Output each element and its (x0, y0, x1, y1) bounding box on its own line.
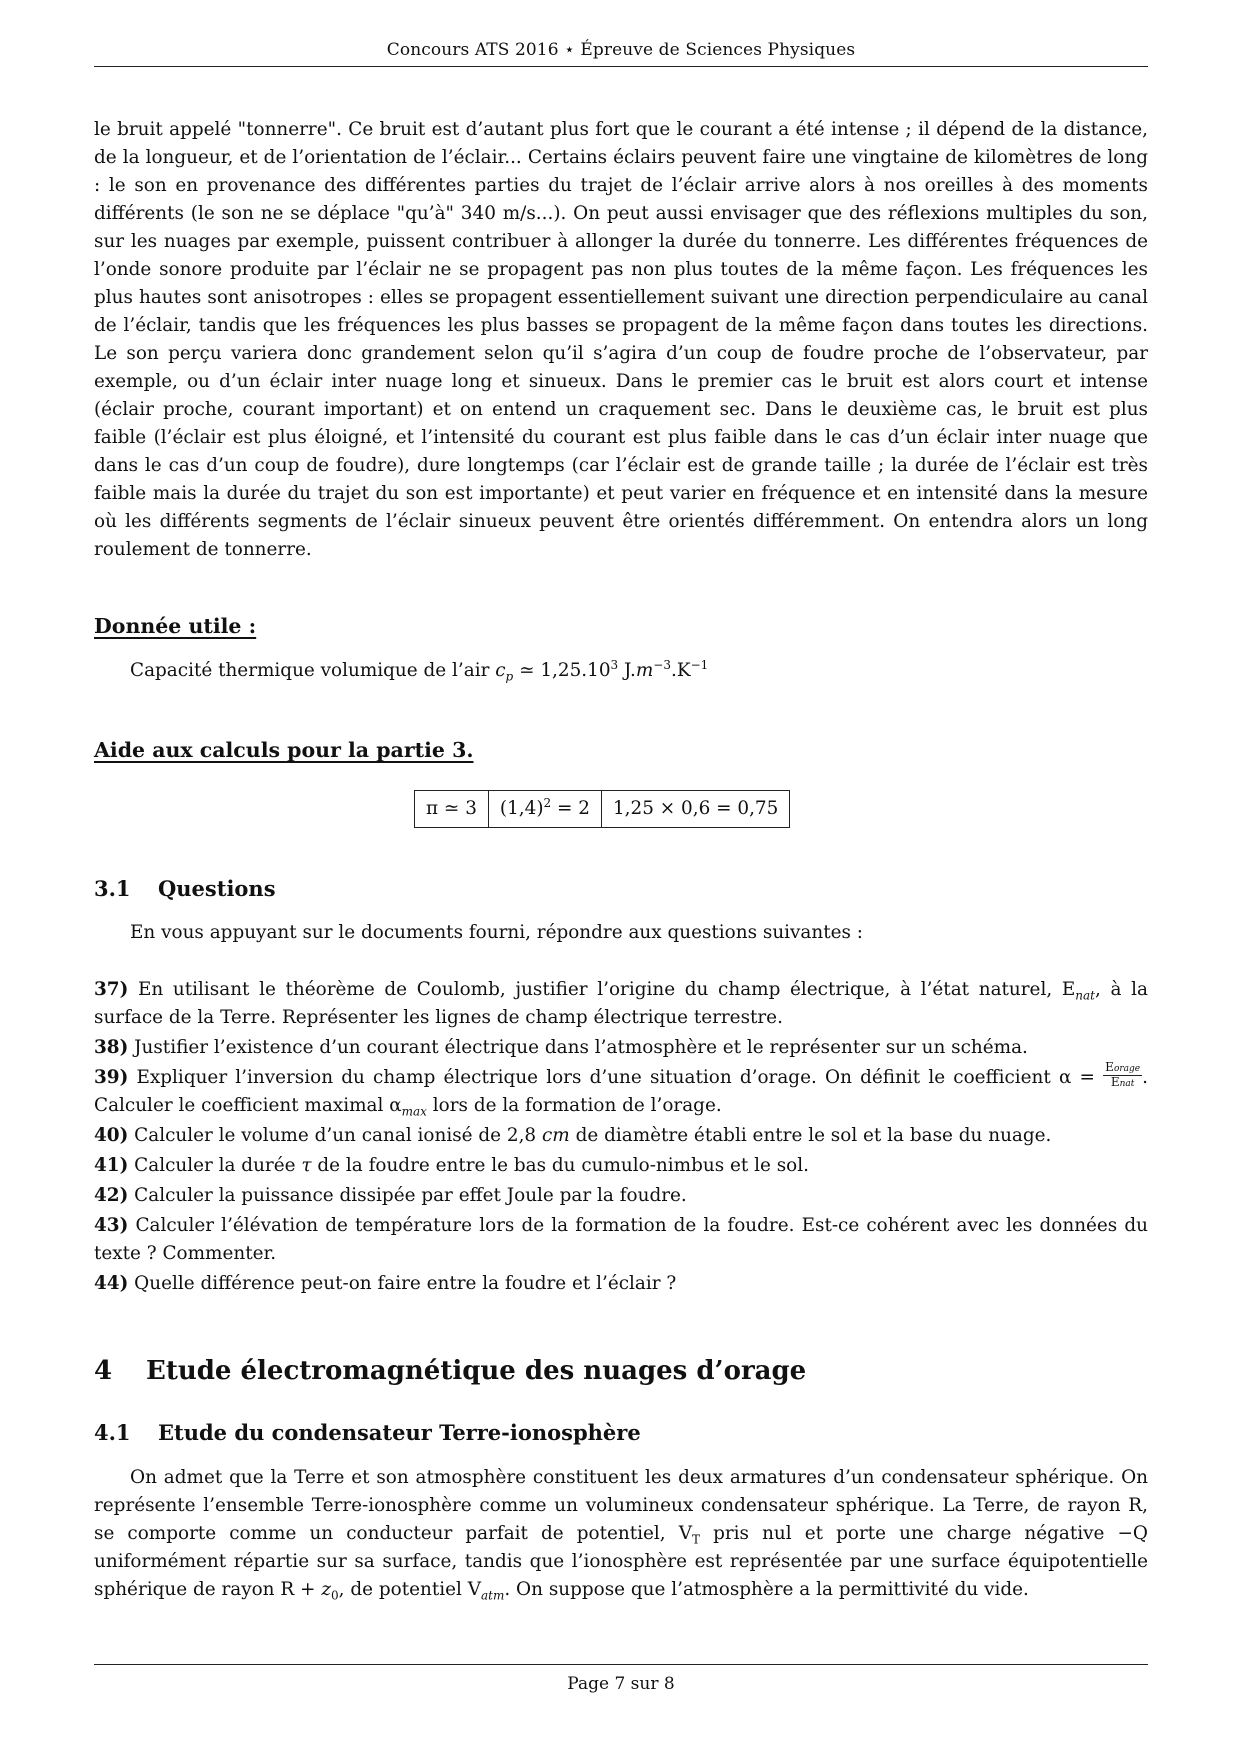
question-list (94, 976, 1148, 1300)
useful-data-line (130, 657, 709, 684)
question-41 (94, 1152, 1148, 1180)
question-text: Calculer la durée (134, 1155, 302, 1176)
calc-aid-row (415, 791, 790, 828)
calc-aid-cell-pi: π ≃ 3 (415, 791, 489, 828)
unit-cm: cm (541, 1125, 570, 1146)
question-text: , à la surface de la Terre. Représenter les lignes de champ électrique terrestre. (94, 979, 1148, 1028)
useful-data-heading: Donnée utile : (94, 614, 257, 638)
alpha-max-subscript: max (401, 1104, 427, 1119)
cp-symbol: c (495, 660, 506, 681)
header-rule (94, 66, 1148, 67)
fraction-numerator-sub: orage (1113, 1063, 1141, 1074)
question-text: . Calculer le coefficient maximal α (94, 1067, 1148, 1116)
question-text: En utilisant le théorème de Coulomb, justifier l’origine du champ électrique, à l’état naturel, E (137, 979, 1076, 1000)
question-number: 40) (94, 1125, 129, 1146)
section-3-1-number: 3.1 (94, 876, 131, 901)
calc-aid-cell-square (488, 791, 601, 828)
section-4-title: Etude électromagnétique des nuages d’orage (146, 1356, 807, 1386)
fraction-denominator-sub: nat (1119, 1078, 1135, 1089)
question-number: 38) (94, 1037, 129, 1058)
section-3-1-title: Questions (158, 876, 276, 901)
page-number: Page 7 sur 8 (567, 1674, 675, 1694)
question-43 (94, 1212, 1148, 1268)
question-39 (94, 1059, 1148, 1120)
questions-lead: En vous appuyant sur le documents fourni, répondre aux questions suivantes : (130, 922, 863, 943)
question-number: 39) (94, 1067, 129, 1088)
question-text: Quelle différence peut-on faire entre la foudre et l’éclair ? (134, 1273, 677, 1294)
section-3-1-heading (94, 876, 276, 901)
square-exponent: 2 (543, 795, 552, 810)
cp-unit-k-exp: −1 (690, 657, 709, 672)
question-text: Calculer l’élévation de température lors de la formation de la foudre. Est-ce cohérent avec les données du texte ? Commenter. (94, 1215, 1148, 1264)
paragraph-text: pris nul et porte une charge négative −Q uniformément répartie sur sa surface, tandis que l’ionosphère est représentée par une surface équipotentielle sphérique de rayon R + (94, 1523, 1149, 1600)
alpha-fraction (1103, 1061, 1142, 1090)
question-44 (94, 1270, 1148, 1298)
question-37 (94, 976, 1148, 1032)
cp-unit-j: J. (624, 660, 636, 681)
cp-unit-m-exp: −3 (653, 657, 671, 672)
section-4-heading (94, 1356, 806, 1386)
enat-subscript: nat (1075, 988, 1095, 1003)
cp-exponent: 3 (610, 657, 619, 672)
paragraph-text: , de potentiel V (338, 1579, 481, 1600)
calc-aid-table (414, 790, 790, 828)
question-38 (94, 1034, 1148, 1062)
question-text: de la foudre entre le bas du cumulo-nimbus et le sol. (311, 1155, 809, 1176)
question-40 (94, 1122, 1148, 1150)
vatm-subscript: atm (481, 1588, 505, 1603)
paragraph-text: . On suppose que l’atmosphère a la permittivité du vide. (504, 1579, 1029, 1600)
question-text: lors de la formation de l’orage. (426, 1095, 722, 1116)
tau-symbol: τ (301, 1155, 312, 1176)
exam-page (94, 0, 1148, 1754)
question-number: 42) (94, 1185, 129, 1206)
cp-unit-m: m (635, 660, 654, 681)
fraction-denominator: E (1110, 1074, 1120, 1089)
question-text: Calculer la puissance dissipée par effet Joule par la foudre. (134, 1185, 687, 1206)
square-result: = 2 (557, 798, 590, 819)
question-text: Expliquer l’inversion du champ électrique lors d’une situation d’orage. On définit le coefficient α = (136, 1067, 1095, 1088)
cp-unit-k: .K (671, 660, 691, 681)
section-4-number: 4 (94, 1356, 113, 1386)
question-text: de diamètre établi entre le sol et la base du nuage. (569, 1125, 1052, 1146)
question-number: 41) (94, 1155, 129, 1176)
running-header: Concours ATS 2016 ⋆ Épreuve de Sciences Physiques (386, 40, 856, 60)
cp-subscript: p (505, 669, 514, 684)
calc-aid-cell-product: 1,25 × 0,6 = 0,75 (601, 791, 789, 828)
fraction-numerator: E (1105, 1059, 1114, 1074)
intro-paragraph: le bruit appelé "tonnerre". Ce bruit est d’autant plus fort que le courant a été intense ; il dépend de la distance, de la longueur, et de l’orientation de l’éclair... Certains éclairs peuvent faire une vingtaine de kilomètres de long : le son en provenance des différentes parties du trajet de l’éclair arrive alors à nos oreilles à des moments différents (le son ne se déplace "qu’à" 340 m/s...). On peut aussi envisager que des réflexions multiples du son, sur les nuages par exemple, puissent contribuer à allonger la durée du tonnerre. Les différentes fréquences de l’onde sonore produite par l’éclair ne se propagent pas non plus toutes de la même façon. Les fréquences les plus hautes sont anisotropes : elles se propagent essentiellement suivant une direction perpendiculaire au canal de l’éclair, tandis que les fréquences les plus basses se propagent de la même façon dans toutes les directions. Le son perçu variera donc grandement selon qu’il s’agira d’un coup de foudre proche de l’observateur, par exemple, ou d’un éclair inter nuage long et sinueux. Dans le premier cas le bruit est alors court et intense (éclair proche, courant important) et on entend un craquement sec. Dans le deuxième cas, le bruit est plus faible (l’éclair est plus éloigné, et l’intensité du courant est plus faible dans le cas d’un éclair inter nuage que dans le cas d’un coup de foudre), dure longtemps (car l’éclair est de grande taille ; la durée de l’éclair est très faible mais la durée du trajet du son est importante) et peut varier en fréquence et en intensité dans la mesure où les différents segments de l’éclair sinueux peuvent être orientés différemment. On entendra alors un long roulement de tonnerre. (94, 119, 1148, 560)
section-4-1-paragraph (94, 1464, 1148, 1604)
cp-value: ≃ 1,25.10 (519, 660, 611, 681)
square-base: (1,4) (499, 798, 544, 819)
useful-data-text: Capacité thermique volumique de l’air (130, 660, 490, 681)
section-4-1-heading (94, 1420, 641, 1445)
calc-aid-heading: Aide aux calculs pour la partie 3. (94, 738, 474, 762)
footer-rule (94, 1664, 1148, 1665)
question-number: 43) (94, 1215, 129, 1236)
question-text: Calculer le volume d’un canal ionisé de 2,8 (134, 1125, 542, 1146)
section-4-1-number: 4.1 (94, 1420, 131, 1445)
z-symbol: z (321, 1579, 332, 1600)
section-4-1-title: Etude du condensateur Terre-ionosphère (158, 1420, 641, 1445)
question-number: 37) (94, 979, 129, 1000)
z-subscript: 0 (331, 1588, 339, 1603)
question-number: 44) (94, 1273, 129, 1294)
vt-subscript: T (692, 1532, 701, 1547)
paragraph-text: On admet que la Terre et son atmosphère constituent les deux armatures d’un condensateur sphérique. On représente l’ensemble Terre-ionosphère comme un volumineux condensateur sphérique. La Terre, de rayon R, se comporte comme un conducteur parfait de potentiel, V (94, 1467, 1148, 1544)
question-42 (94, 1182, 1148, 1210)
question-text: Justifier l’existence d’un courant électrique dans l’atmosphère et le représenter sur un schéma. (134, 1037, 1028, 1058)
